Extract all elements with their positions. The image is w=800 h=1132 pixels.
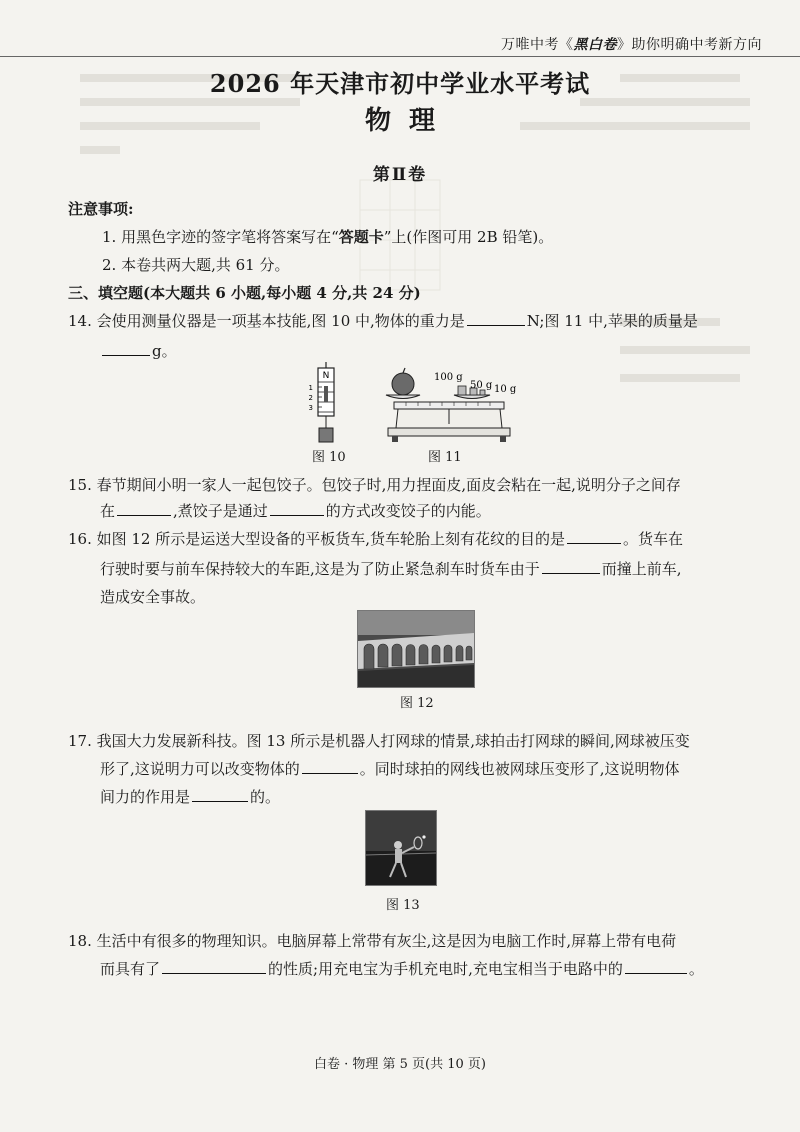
question-17-line-2: 形了,这说明力可以改变物体的 。同时球拍的网线也被网球压变形了,这说明物体	[100, 760, 680, 778]
exam-title: 2026 年天津市初中学业水平考试	[209, 69, 591, 98]
answer-blank[interactable]	[102, 341, 150, 356]
weight-label: 10 g	[494, 384, 517, 395]
scale-tick-label: 1	[308, 384, 313, 392]
answer-blank[interactable]	[270, 501, 324, 516]
page-footer: 白卷 · 物理 第 5 页(共 10 页)	[313, 1057, 486, 1072]
question-17-line-3: 间力的作用是 的。	[100, 788, 281, 806]
scale-unit-label: N	[322, 371, 330, 381]
section-heading: 三、填空题(本大题共 6 小题,每小题 4 分,共 24 分)	[68, 284, 421, 302]
question-18-line-1: 18. 生活中有很多的物理知识。电脑屏幕上常带有灰尘,这是因为电脑工作时,屏幕上带有电荷	[68, 932, 677, 950]
answer-blank[interactable]	[302, 759, 358, 774]
notice-heading: 注意事项:	[68, 200, 134, 218]
figure-11-balance	[376, 362, 526, 448]
subject-title: 物理	[364, 106, 453, 136]
question-15-line-1: 15. 春节期间小明一家人一起包饺子。包饺子时,用力捏面皮,面皮会粘在一起,说明分子之间存	[68, 476, 681, 494]
answer-blank[interactable]	[162, 959, 266, 974]
question-16-line-3: 造成安全事故。	[100, 588, 206, 606]
question-14-line-1: 14. 会使用测量仪器是一项基本技能,图 10 中,物体的重力是 N;图 11 中,苹果的质量是	[68, 312, 698, 330]
question-18-line-2: 而具有了 的性质;用充电宝为手机充电时,充电宝相当于电路中的 。	[100, 960, 704, 978]
weight-label: 100 g	[434, 372, 463, 383]
question-14-line-2: g。	[100, 340, 177, 361]
answer-blank[interactable]	[567, 529, 621, 544]
weight-label: 50 g	[470, 380, 493, 391]
question-16-line-1: 16. 如图 12 所示是运送大型设备的平板货车,货车轮胎上刻有花纹的目的是 。货车在	[68, 530, 684, 548]
answer-blank[interactable]	[467, 311, 525, 326]
header-rule	[0, 56, 800, 57]
question-17-line-1: 17. 我国大力发展新科技。图 13 所示是机器人打网球的情景,球拍击打网球的瞬间,网球被压变	[68, 732, 690, 750]
answer-blank[interactable]	[625, 959, 687, 974]
figure-13-photo	[365, 810, 437, 886]
answer-blank[interactable]	[117, 501, 171, 516]
notice-item-2: 2. 本卷共两大题,共 61 分。	[102, 256, 290, 274]
figure-10-spring-scale	[296, 362, 356, 446]
question-15-line-2: 在 ,煮饺子是通过 的方式改变饺子的内能。	[100, 502, 491, 520]
figure-13-caption: 图 13	[386, 898, 420, 913]
figure-10-caption: 图 10	[312, 450, 346, 465]
figure-12-caption: 图 12	[400, 696, 434, 711]
answer-blank[interactable]	[192, 787, 248, 802]
answer-blank[interactable]	[542, 559, 600, 574]
scale-tick-label: 3	[308, 404, 313, 412]
scale-tick-label: 2	[308, 394, 313, 402]
figure-11-caption: 图 11	[428, 450, 462, 465]
figure-12-photo	[357, 610, 475, 688]
question-16-line-2: 行驶时要与前车保持较大的车距,这是为了防止紧急刹车时货车由于 而撞上前车,	[100, 560, 682, 578]
volume-title: 第Ⅱ卷	[372, 165, 428, 185]
brand-slogan: 万唯中考《黑白卷》助你明确中考新方向	[501, 37, 762, 53]
notice-item-1: 1. 用黑色字迹的签字笔将答案写在“答题卡”上(作图可用 2B 铅笔)。	[102, 228, 554, 246]
